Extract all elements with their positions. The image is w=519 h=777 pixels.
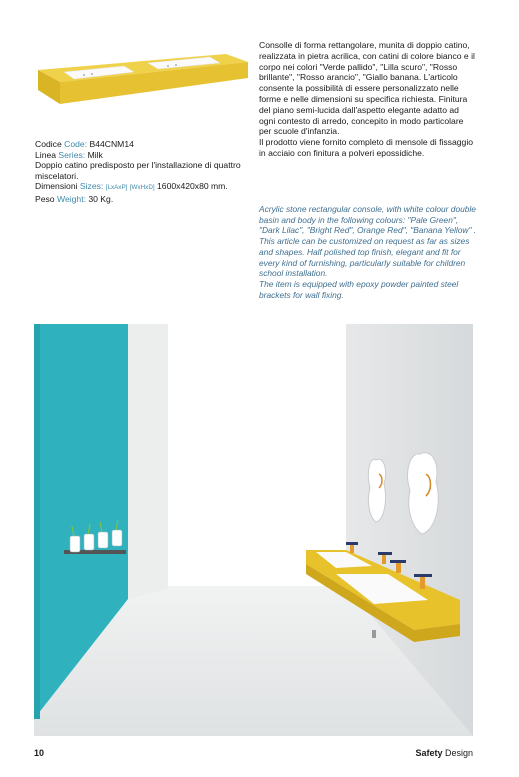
spec-code [35, 139, 250, 150]
dimensions-label: Dimensioni [35, 181, 78, 192]
weight-label-en: Weight: [56, 193, 86, 204]
line-label-en: Series: [58, 149, 86, 160]
code-label: Codice [35, 139, 62, 149]
spec-weight [35, 194, 250, 205]
dimensions-label-en: Sizes: [79, 181, 104, 192]
product-image [30, 42, 250, 112]
spec-block [35, 139, 250, 205]
spec-line [35, 150, 250, 161]
page-number: 10 [34, 748, 45, 758]
weight-label: Peso [35, 193, 55, 204]
weight-value: 30 Kg. [88, 193, 114, 204]
spec-dimensions [35, 181, 250, 194]
dimensions-value: 1600x420x80 mm. [157, 181, 228, 192]
footer-brand [415, 748, 473, 758]
spec-note: Doppio catino predisposto per l'installazione di quattro miscelatori. [35, 160, 241, 181]
footer-brand-bold: Safety [415, 748, 443, 758]
description-english: Acrylic stone rectangular console, with white colour double basin and body in the following colours: "Pale Green", "Dark Lilac", "Bright Red", Orange Red", "Banana Yellow" . This article can be customized on request as far as sizes and shapes. Half polished top finish, elegant and fit for every kind of furnishing, particularly suitable for children school installation. The item is equipped with epoxy powder painted steel brackets for wall fixing. [259, 204, 477, 300]
code-value: B44CNM14 [89, 139, 134, 149]
line-label: Linea [35, 149, 57, 160]
description-italian: Consolle di forma rettangolare, munita di doppio catino, realizzata in pietra acrilica, con catini di colore bianco e il corpo nei colori "Verde pallido", "Lilla scuro", "Rosso brillante", "Rosso arancio", "Giallo banana. L'articolo consente la possibilità di essere personalizzato nelle forme e nelle dimensioni su specifica richiesta. Finitura del piano semi-lucida dall'aspetto elegante adatto ad ogni contesto di arredo, concepito in modo particolare per scuole d'infanzia. Il prodotto viene fornito completo di mensole di fissaggio in acciaio con finitura a polveri epossidiche. [259, 40, 475, 158]
code-label-en: Code: [64, 139, 88, 149]
dimensions-unit-en: [WxHxD] [129, 184, 155, 192]
line-value: Milk [87, 149, 103, 160]
dimensions-unit-it: [LxAxP] [105, 184, 128, 192]
footer-brand-light: Design [444, 748, 473, 758]
room-photo [34, 324, 473, 736]
